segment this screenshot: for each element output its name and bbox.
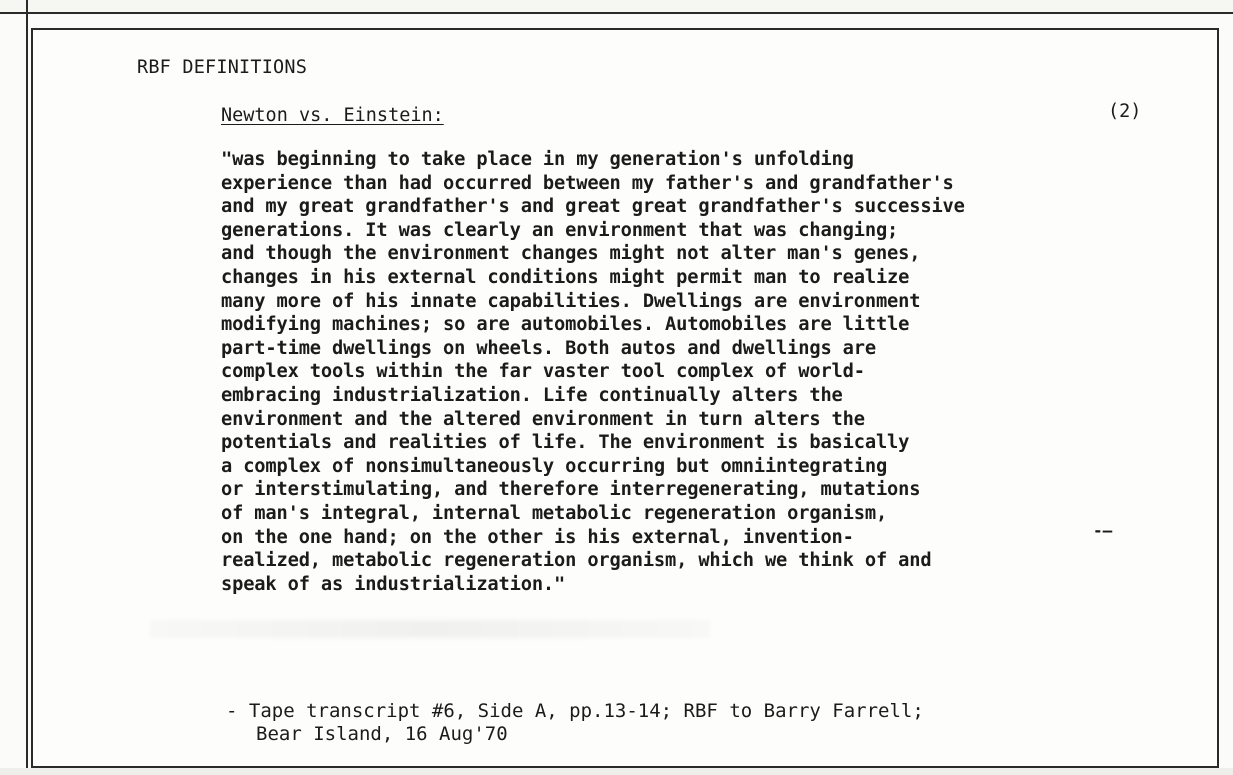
quote-line: speak of as industrialization." <box>221 573 566 595</box>
entry-title: Newton vs. Einstein: <box>221 105 444 126</box>
quote-line: embracing industrialization. Life continually alters the <box>221 384 843 406</box>
quote-line: of man's integral, internal metabolic regeneration organism, <box>221 502 888 524</box>
quote-line: and though the environment changes might not alter man's genes, <box>221 243 921 265</box>
quote-line: changes in his external conditions might permit man to realize <box>221 266 910 288</box>
margin-dash-mark: -— <box>1093 521 1113 540</box>
quote-line: complex tools within the far vaster tool complex of world- <box>221 361 865 383</box>
source-citation <box>226 700 924 746</box>
quote-line: generations. It was clearly an environment that was changing; <box>221 219 899 241</box>
quote-line: realized, metabolic regeneration organism, which we think of and <box>221 550 932 572</box>
quote-line: many more of his innate capabilities. Dwellings are environment <box>221 290 921 312</box>
quote-line: on the one hand; on the other is his external, invention- <box>221 526 854 548</box>
quote-line: a complex of nonsimultaneously occurring but omniintegrating <box>221 455 888 477</box>
quote-line: "was beginning to take place in my generation's unfolding <box>221 149 854 170</box>
quote-line: and my great grandfather's and great great grandfather's successive <box>221 196 965 218</box>
quote-line: experience than had occurred between my father's and grandfather's <box>221 172 954 194</box>
quote-line: environment and the altered environment in turn alters the <box>221 408 865 430</box>
faint-show-through-mark <box>150 620 710 638</box>
quote-line: part-time dwellings on wheels. Both autos and dwellings are <box>221 337 876 359</box>
bottom-edge <box>0 768 1233 775</box>
quotation-body <box>221 148 965 596</box>
quote-line: potentials and realities of life. The environment is basically <box>221 432 910 454</box>
citation-line-1: - Tape transcript #6, Side A, pp.13-14; RBF to Barry Farrell; <box>226 700 924 722</box>
page-number: (2) <box>1108 101 1142 122</box>
left-edge-rule <box>26 0 28 775</box>
document-heading: RBF DEFINITIONS <box>137 57 308 78</box>
top-edge-rule <box>0 0 1233 14</box>
quote-line: or interstimulating, and therefore interregenerating, mutations <box>221 479 921 501</box>
quote-line: modifying machines; so are automobiles. Automobiles are little <box>221 314 910 336</box>
citation-line-2: Bear Island, 16 Aug'70 <box>256 723 508 745</box>
